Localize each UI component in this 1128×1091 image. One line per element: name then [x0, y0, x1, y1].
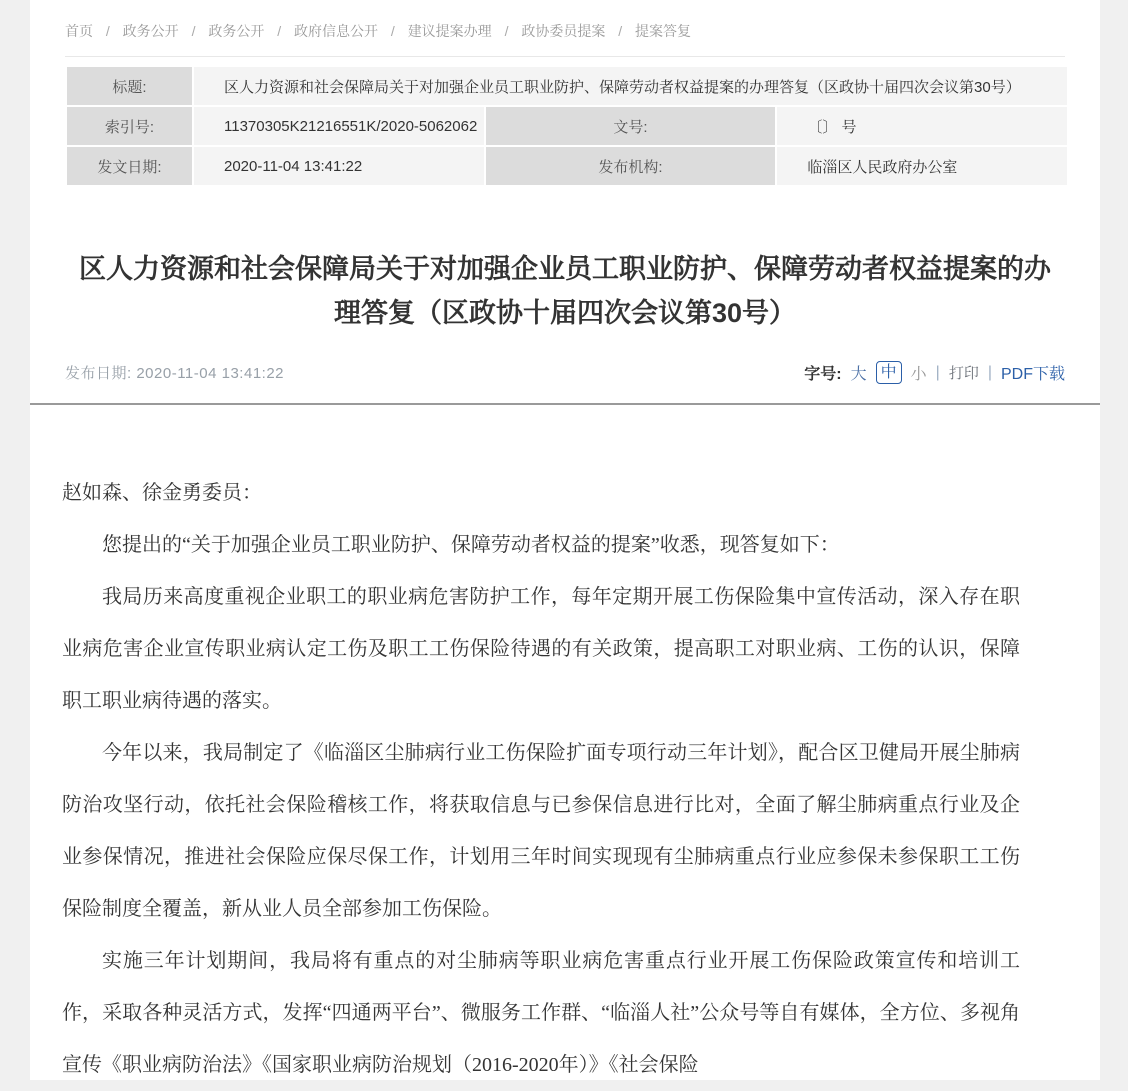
breadcrumb-separator: / [105, 23, 110, 39]
document-meta-table [65, 65, 1069, 187]
meta-index-value: 11370305K21216551K/2020-5062062 [194, 107, 484, 145]
breadcrumb-separator: / [618, 23, 623, 39]
font-size-large-button[interactable]: 大 [850, 366, 867, 384]
breadcrumb-separator: / [504, 23, 509, 39]
font-size-small-button[interactable]: 小 [910, 366, 927, 384]
meta-title-value: 区人力资源和社会保障局关于对加强企业员工职业防护、保障劳动者权益提案的办理答复（区政协十届四次会议第30号） [194, 67, 1067, 105]
meta-docnum-value: 〔〕 号 [777, 107, 1067, 145]
paragraph: 您提出的“关于加强企业员工职业防护、保障劳动者权益的提案”收悉，现答复如下： [102, 534, 840, 557]
paragraph-salutation: 赵如森、徐金勇委员： [62, 482, 262, 505]
meta-date-label: 发文日期: [67, 147, 192, 185]
meta-index-label: 索引号: [67, 107, 192, 145]
article-toolbar [65, 361, 1065, 384]
breadcrumb-item-proposal-handling[interactable]: 建议提案办理 [407, 23, 492, 39]
content-card [30, 0, 1100, 1080]
breadcrumb-separator: / [191, 23, 196, 39]
breadcrumb [65, 0, 1065, 57]
meta-org-value: 临淄区人民政府办公室 [777, 147, 1067, 185]
toolbar-separator: | [935, 363, 940, 381]
font-size-medium-button[interactable]: 中 [876, 361, 902, 384]
meta-row-date [67, 147, 1067, 185]
toolbar-divider [30, 403, 1100, 405]
breadcrumb-separator: / [390, 23, 395, 39]
meta-date-value: 2020-11-04 13:41:22 [194, 147, 484, 185]
meta-row-title [67, 67, 1067, 105]
toolbar-tools [804, 361, 1065, 384]
meta-title-label: 标题: [67, 67, 192, 105]
paragraph: 实施三年计划期间，我局将有重点的对尘肺病等职业病危害重点行业开展工伤保险政策宣传和培训工作，采取各种灵活方式，发挥“四通两平台”、微服务工作群、“临淄人社”公众号等自有媒体，全方位、多视角宣传《职业病防治法》《国家职业病防治规划（2016-2020年）》《社会保险 [62, 950, 1020, 1077]
breadcrumb-item-cppcc-proposals[interactable]: 政协委员提案 [521, 23, 606, 39]
meta-org-label: 发布机构: [486, 147, 776, 185]
paragraph: 今年以来，我局制定了《临淄区尘肺病行业工伤保险扩面专项行动三年计划》，配合区卫健局开展尘肺病防治攻坚行动，依托社会保险稽核工作，将获取信息与已参保信息进行比对，全面了解尘肺病重点行业及企业参保情况，推进社会保险应保尽保工作，计划用三年时间实现现有尘肺病重点行业应参保未参保职工工伤保险制度全覆盖，新从业人员全部参加工伤保险。 [62, 742, 1020, 921]
publish-date-label: 发布日期: [65, 365, 132, 383]
article-body [30, 467, 1100, 1091]
paragraph: 我局历来高度重视企业职工的职业病危害防护工作，每年定期开展工伤保险集中宣传活动，深入存在职业病危害企业宣传职业病认定工伤及职工工伤保险待遇的有关政策，提高职工对职业病、工伤的认识，保障职工职业病待遇的落实。 [62, 586, 1020, 713]
breadcrumb-item-zhengwu-1[interactable]: 政务公开 [122, 23, 179, 39]
meta-row-index [67, 107, 1067, 145]
breadcrumb-separator: / [277, 23, 282, 39]
font-size-label: 字号: [804, 366, 842, 384]
pdf-download-button[interactable]: PDF下载 [1000, 366, 1065, 384]
meta-docnum-label: 文号: [486, 107, 776, 145]
breadcrumb-item-gov-info[interactable]: 政府信息公开 [294, 23, 379, 39]
page-title: 区人力资源和社会保障局关于对加强企业员工职业防护、保障劳动者权益提案的办理答复（区政协十届四次会议第30号） [79, 254, 1051, 328]
breadcrumb-item-home[interactable]: 首页 [65, 23, 93, 39]
breadcrumb-item-current: 提案答复 [635, 23, 692, 39]
toolbar-separator: | [987, 363, 992, 381]
publish-date-value: 2020-11-04 13:41:22 [136, 365, 285, 383]
breadcrumb-item-zhengwu-2[interactable]: 政务公开 [208, 23, 265, 39]
publish-date [65, 362, 284, 383]
print-button[interactable]: 打印 [948, 365, 979, 383]
